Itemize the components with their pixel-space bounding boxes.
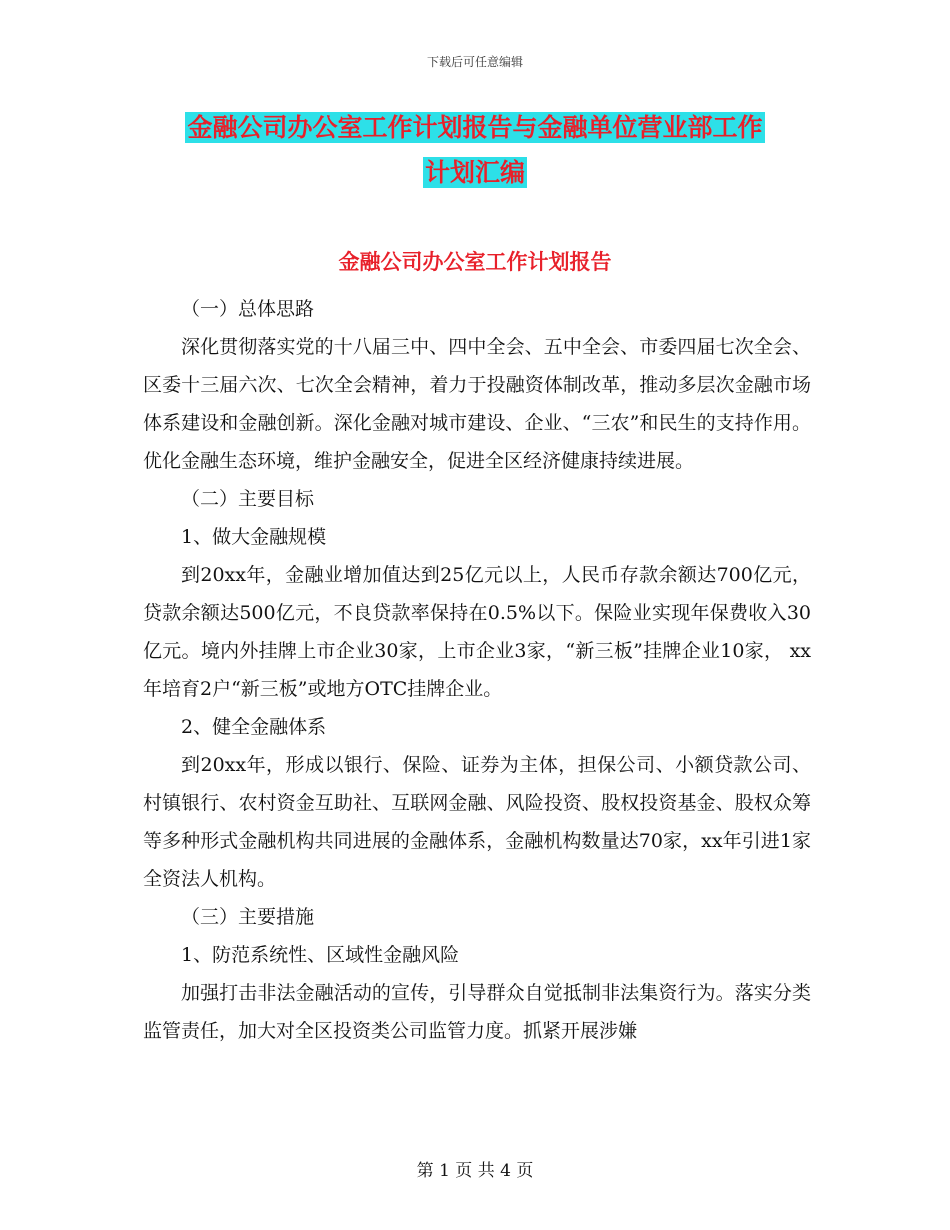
document-title-line-1 — [140, 112, 810, 144]
paragraph-overall-idea: 深化贯彻落实党的十八届三中、四中全会、五中全会、市委四届七次全会、区委十三届六次、七次全会精神，着力于投融资体制改革，推动多层次金融市场体系建设和金融创新。深化金融对城市建设、企业、“三农”和民生的支持作用。优化金融生态环境，维护金融安全，促进全区经济健康持续进展。 — [143, 336, 811, 472]
heading-main-measures: （三）主要措施 — [181, 906, 315, 928]
section-title: 金融公司办公室工作计划报告 — [338, 249, 612, 274]
page-header: 下载后可任意编辑 — [426, 55, 523, 69]
subheading-risk: 1、防范系统性、区域性金融风险 — [181, 944, 460, 966]
page-footer: 第 1 页 共 4 页 — [416, 1161, 534, 1181]
subheading-scale: 1、做大金融规模 — [181, 526, 327, 548]
subheading-system: 2、健全金融体系 — [181, 716, 327, 738]
heading-overall-idea: （一）总体思路 — [181, 298, 315, 320]
document-title-line-2 — [140, 157, 810, 189]
title-highlight-2: 计划汇编 — [424, 158, 525, 187]
heading-main-goals: （二）主要目标 — [181, 488, 315, 510]
paragraph-scale: 到20xx年，金融业增加值达到25亿元以上，人民币存款余额达700亿元，贷款余额达500亿元，不良贷款率保持在0.5%以下。保险业实现年保费收入30亿元。境内外挂牌上市企业30家，上市企业3家，“新三板”挂牌企业10家， xx年培育2户“新三板”或地方OTC挂牌企业。 — [143, 564, 811, 700]
document-body — [143, 290, 811, 1050]
paragraph-system: 到20xx年，形成以银行、保险、证券为主体，担保公司、小额贷款公司、村镇银行、农村资金互助社、互联网金融、风险投资、股权投资基金、股权众筹等多种形式金融机构共同进展的金融体系，金融机构数量达70家，xx年引进1家全资法人机构。 — [143, 754, 811, 890]
paragraph-risk: 加强打击非法金融活动的宣传，引导群众自觉抵制非法集资行为。落实分类监管责任，加大对全区投资类公司监管力度。抓紧开展涉嫌 — [143, 982, 811, 1042]
title-highlight-1: 金融公司办公室工作计划报告与金融单位营业部工作 — [187, 113, 763, 142]
